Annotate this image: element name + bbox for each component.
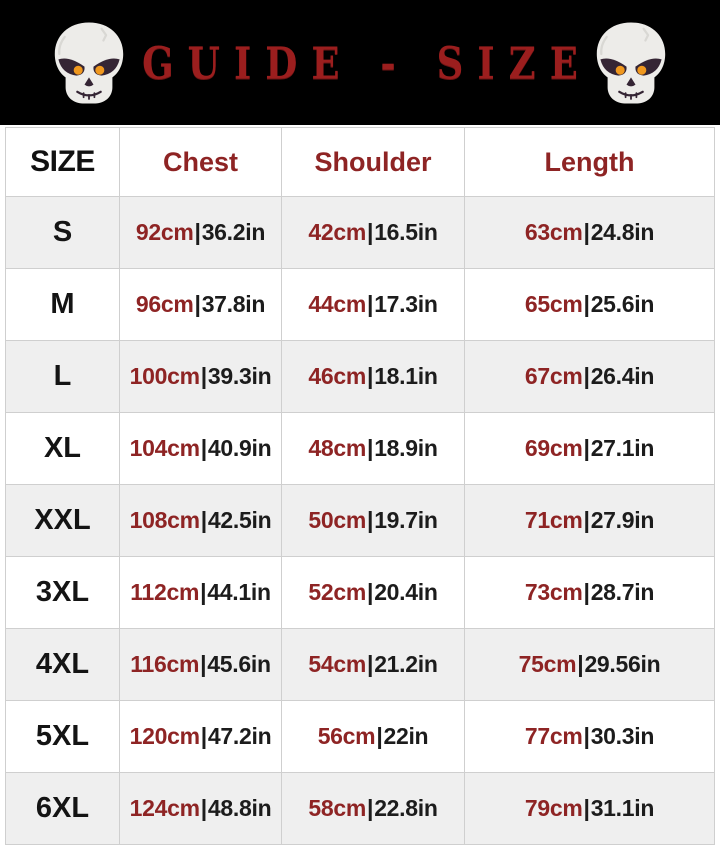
table-row (6, 485, 715, 557)
chest-in: 40.9in (207, 435, 272, 461)
separator: | (367, 651, 374, 677)
shoulder-cm: 52cm (308, 579, 367, 605)
table-header-row (6, 128, 715, 197)
length-in: 24.8in (590, 219, 655, 245)
separator: | (367, 291, 374, 317)
length-in: 27.9in (590, 507, 655, 533)
chest-value (120, 557, 282, 629)
chest-value (120, 341, 282, 413)
shoulder-value (282, 773, 465, 845)
separator: | (583, 795, 590, 821)
table-row (6, 701, 715, 773)
chest-cm: 104cm (129, 435, 200, 461)
size-label: 6XL (6, 773, 120, 845)
page-title: GUIDE - SIZE (142, 36, 592, 89)
shoulder-in: 18.1in (374, 363, 438, 389)
separator: | (583, 507, 590, 533)
length-value (465, 773, 715, 845)
shoulder-value (282, 197, 465, 269)
shoulder-value (282, 485, 465, 557)
size-label: S (6, 197, 120, 269)
length-cm: 71cm (524, 507, 583, 533)
separator: | (367, 435, 374, 461)
shoulder-value (282, 701, 465, 773)
separator: | (583, 363, 590, 389)
size-label: M (6, 269, 120, 341)
chest-in: 45.6in (207, 651, 271, 677)
table-row (6, 269, 715, 341)
chest-cm: 108cm (129, 507, 200, 533)
length-value (465, 269, 715, 341)
shoulder-in: 19.7in (374, 507, 438, 533)
length-value (465, 341, 715, 413)
length-cm: 73cm (524, 579, 583, 605)
length-cm: 69cm (524, 435, 583, 461)
length-value (465, 197, 715, 269)
separator: | (200, 723, 207, 749)
length-in: 31.1in (590, 795, 655, 821)
chest-in: 44.1in (207, 579, 271, 605)
separator: | (200, 795, 207, 821)
chest-cm: 100cm (129, 363, 200, 389)
separator: | (194, 291, 201, 317)
size-guide-table (5, 127, 715, 845)
size-label: 5XL (6, 701, 120, 773)
length-cm: 77cm (524, 723, 583, 749)
length-value (465, 701, 715, 773)
shoulder-value (282, 269, 465, 341)
separator: | (376, 723, 383, 749)
separator: | (367, 507, 374, 533)
shoulder-in: 22.8in (374, 795, 438, 821)
length-value (465, 557, 715, 629)
chest-cm: 124cm (129, 795, 200, 821)
shoulder-in: 17.3in (374, 291, 438, 317)
separator: | (200, 435, 207, 461)
separator: | (583, 579, 590, 605)
length-cm: 67cm (524, 363, 583, 389)
chest-in: 36.2in (201, 219, 266, 245)
shoulder-value (282, 629, 465, 701)
length-in: 27.1in (590, 435, 655, 461)
length-value (465, 413, 715, 485)
separator: | (583, 219, 590, 245)
column-header-size: SIZE (6, 128, 120, 197)
shoulder-in: 21.2in (374, 651, 438, 677)
length-in: 30.3in (590, 723, 655, 749)
shoulder-cm: 42cm (308, 219, 367, 245)
size-label: 4XL (6, 629, 120, 701)
chest-in: 39.3in (207, 363, 272, 389)
separator: | (200, 651, 207, 677)
shoulder-value (282, 557, 465, 629)
separator: | (577, 651, 584, 677)
column-header-chest: Chest (120, 128, 282, 197)
size-label: XXL (6, 485, 120, 557)
chest-cm: 96cm (135, 291, 194, 317)
shoulder-cm: 56cm (317, 723, 376, 749)
chest-cm: 112cm (130, 579, 200, 605)
separator: | (583, 291, 590, 317)
chest-value (120, 701, 282, 773)
shoulder-cm: 46cm (308, 363, 367, 389)
shoulder-value (282, 413, 465, 485)
length-in: 26.4in (590, 363, 655, 389)
chest-value (120, 773, 282, 845)
chest-value (120, 413, 282, 485)
banner (0, 0, 720, 125)
shoulder-cm: 50cm (308, 507, 367, 533)
chest-value (120, 485, 282, 557)
length-cm: 79cm (524, 795, 583, 821)
chest-cm: 120cm (129, 723, 200, 749)
shoulder-value (282, 341, 465, 413)
table-row (6, 629, 715, 701)
chest-cm: 92cm (135, 219, 194, 245)
skull-icon (586, 18, 676, 108)
size-label: 3XL (6, 557, 120, 629)
shoulder-cm: 58cm (308, 795, 367, 821)
length-value (465, 629, 715, 701)
length-in: 29.56in (584, 651, 661, 677)
separator: | (367, 579, 374, 605)
length-in: 28.7in (590, 579, 655, 605)
separator: | (583, 435, 590, 461)
chest-value (120, 269, 282, 341)
column-header-length: Length (465, 128, 715, 197)
shoulder-in: 16.5in (374, 219, 438, 245)
chest-value (120, 629, 282, 701)
separator: | (367, 795, 374, 821)
table-row (6, 557, 715, 629)
size-label: L (6, 341, 120, 413)
table-row (6, 197, 715, 269)
shoulder-cm: 48cm (308, 435, 367, 461)
chest-value (120, 197, 282, 269)
table-row (6, 413, 715, 485)
separator: | (367, 363, 374, 389)
size-guide-table-wrap (0, 125, 720, 850)
chest-cm: 116cm (130, 651, 200, 677)
length-cm: 75cm (518, 651, 577, 677)
length-cm: 63cm (524, 219, 583, 245)
separator: | (367, 219, 374, 245)
shoulder-cm: 44cm (308, 291, 367, 317)
column-header-shoulder: Shoulder (282, 128, 465, 197)
separator: | (583, 723, 590, 749)
chest-in: 48.8in (207, 795, 272, 821)
shoulder-cm: 54cm (308, 651, 367, 677)
separator: | (200, 507, 207, 533)
chest-in: 42.5in (207, 507, 272, 533)
length-value (465, 485, 715, 557)
length-cm: 65cm (524, 291, 583, 317)
chest-in: 37.8in (201, 291, 266, 317)
shoulder-in: 22in (383, 723, 429, 749)
shoulder-in: 20.4in (374, 579, 438, 605)
chest-in: 47.2in (207, 723, 272, 749)
shoulder-in: 18.9in (374, 435, 438, 461)
table-row (6, 341, 715, 413)
separator: | (200, 579, 207, 605)
separator: | (194, 219, 201, 245)
table-row (6, 773, 715, 845)
skull-icon (44, 18, 134, 108)
size-label: XL (6, 413, 120, 485)
length-in: 25.6in (590, 291, 655, 317)
separator: | (200, 363, 207, 389)
